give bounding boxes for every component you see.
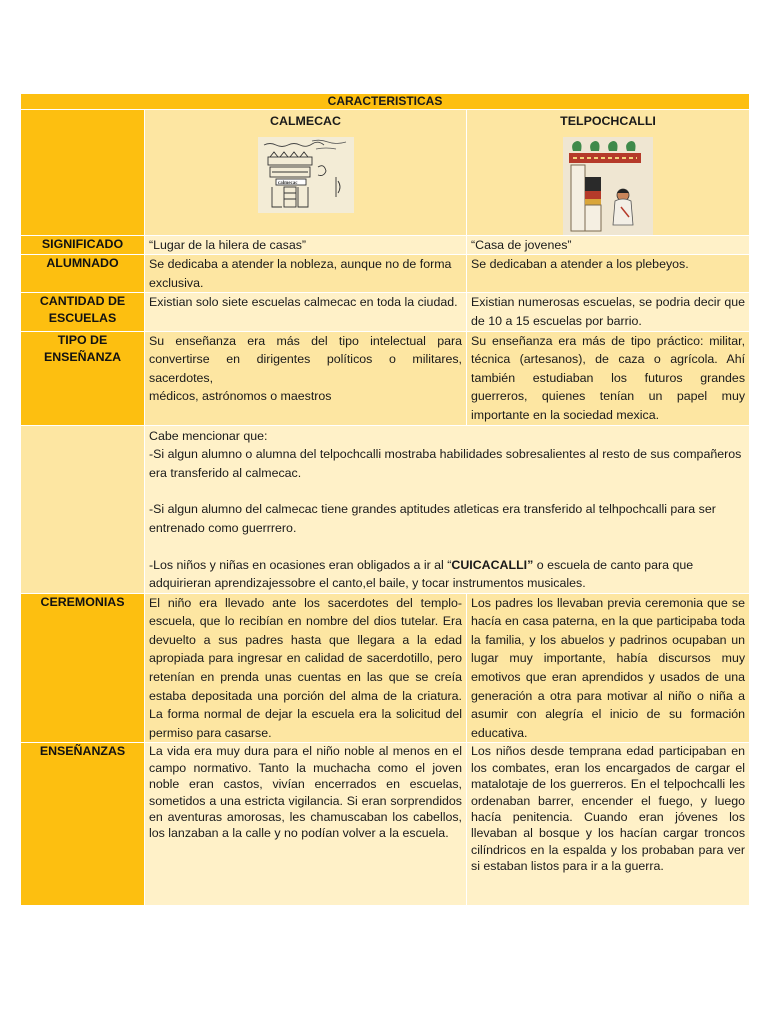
- empty-label-cell: [21, 110, 145, 236]
- tipo-telpochcalli: Su enseñanza era más de tipo práctico: militar, técnica (artesanos), de caza o agrícola. Ahí también estudiaban los futuros grandes guerreros, quienes tenían un papel muy importante en la sociedad mexica.: [467, 331, 750, 425]
- nota-empty-label: [21, 425, 145, 593]
- telpochcalli-codex-image: [563, 137, 653, 235]
- row-significado: [21, 235, 750, 255]
- nota-cell: [145, 425, 750, 593]
- column-header-row: [21, 110, 750, 236]
- ensenanzas-telpochcalli: Los niños desde temprana edad participaban en los combates, eran los encargados de cargar el matalotaje de los guerreros. En el telpochcalli les ordenaban barrer, encender el fuego, y luego hacía penitencia. Cuando eran jóvenes los llevaban al bosque y los hacían cargar troncos cilíndricos en la espalda y los probaban para ver si estaban listos para ir a la guerra.: [467, 743, 750, 906]
- table-title: CARACTERISTICAS: [21, 94, 750, 110]
- row-alumnado: [21, 255, 750, 293]
- ceremonias-calmecac: El niño era llevado ante los sacerdotes del templo-escuela, que lo recibían en nombre del dios tutelar. Era devuelto a sus padres hasta que llegara a la edad apropiada para ingresar en calidad de sacerdotillo, pero retenían en prenda unas cuentas en las que se creía estaba depositada una porción del alma de la criatura. La forma normal de dejar la escuela era la solicitud del permiso para casarse.: [145, 593, 467, 743]
- calmecac-title: CALMECAC: [270, 114, 341, 128]
- row-tipo: [21, 331, 750, 425]
- telpochcalli-title: TELPOCHCALLI: [560, 114, 656, 128]
- comparison-table: [20, 93, 750, 906]
- significado-calmecac: “Lugar de la hilera de casas”: [145, 235, 467, 255]
- tipo-calmecac-line1: Su enseñanza era más del tipo intelectual para convertirse en dirigentes políticos o militares, sacerdotes,: [149, 333, 462, 385]
- label-tipo: TIPO DE ENSEÑANZA: [21, 331, 145, 425]
- row-ceremonias: [21, 593, 750, 743]
- alumnado-telpochcalli: Se dedicaban a atender a los plebeyos.: [467, 255, 750, 293]
- significado-telpochcalli: “Casa de jovenes”: [467, 235, 750, 255]
- label-significado: SIGNIFICADO: [21, 235, 145, 255]
- alumnado-calmecac: Se dedicaba a atender la nobleza, aunque no de forma exclusiva.: [145, 255, 467, 293]
- row-nota: [21, 425, 750, 593]
- ceremonias-telpochcalli: Los padres los llevaban previa ceremonia que se hacía en casa paterna, en la que participaba toda la familia, y los abuelos y padrinos ocupaban un lugar muy importante, había discursos muy emotivos que eran aprendidos y usados de una generación a otra para motivar al niño o niña a asumir con alegría el inicio de su formación educativa.: [467, 593, 750, 743]
- nota-cuicacalli: -Los niños y niñas en ocasiones eran obligados a ir al “CUICACALLI” o escuela de canto para que adquirieran aprendizajessobre el canto,el baile, y tocar instrumentos musicales.: [149, 557, 694, 591]
- cuicacalli-term: CUICACALLI”: [451, 557, 534, 572]
- cantidad-calmecac: Existian solo siete escuelas calmecac en toda la ciudad.: [145, 293, 467, 331]
- ensenanzas-calmecac: La vida era muy dura para el niño noble al menos en el campo normativo. Tanto la muchacha como el joven noble eran castos, vivían encerrados en escuelas, sometidos a una estricta vigilancia. Si eran sorprendidos en aventuras amorosas, les chamuscaban los cabellos, los lanzaban a la calle y no podían volver a la escuela.: [145, 743, 467, 906]
- tipo-calmecac-line2: médicos, astrónomos o maestros: [149, 389, 332, 404]
- nota-transfer-2: -Si algun alumno del calmecac tiene grandes aptitudes atleticas era transferido al telhpochcalli para ser entrenado como guerrrero.: [149, 502, 716, 535]
- header-row: [21, 94, 750, 110]
- label-alumnado: ALUMNADO: [21, 255, 145, 293]
- tipo-calmecac: [145, 331, 467, 425]
- label-ensenanzas: ENSEÑANZAS: [21, 743, 145, 906]
- label-ceremonias: CEREMONIAS: [21, 593, 145, 743]
- row-cantidad: [21, 293, 750, 331]
- calmecac-codex-image: [258, 137, 354, 213]
- cantidad-telpochcalli: Existian numerosas escuelas, se podria decir que de 10 a 15 escuelas por barrio.: [467, 293, 750, 331]
- label-cantidad: CANTIDAD DE ESCUELAS: [21, 293, 145, 331]
- nota-transfer-1: -Si algun alumno o alumna del telpochcalli mostraba habilidades sobresalientes al resto de sus compañeros era transferido al calmecac.: [149, 447, 742, 480]
- calmecac-header: [145, 110, 467, 236]
- codex-caption: calmecac: [277, 180, 297, 186]
- nota-intro: Cabe mencionar que:: [149, 428, 268, 443]
- telpochcalli-header: [467, 110, 750, 236]
- row-ensenanzas: [21, 743, 750, 906]
